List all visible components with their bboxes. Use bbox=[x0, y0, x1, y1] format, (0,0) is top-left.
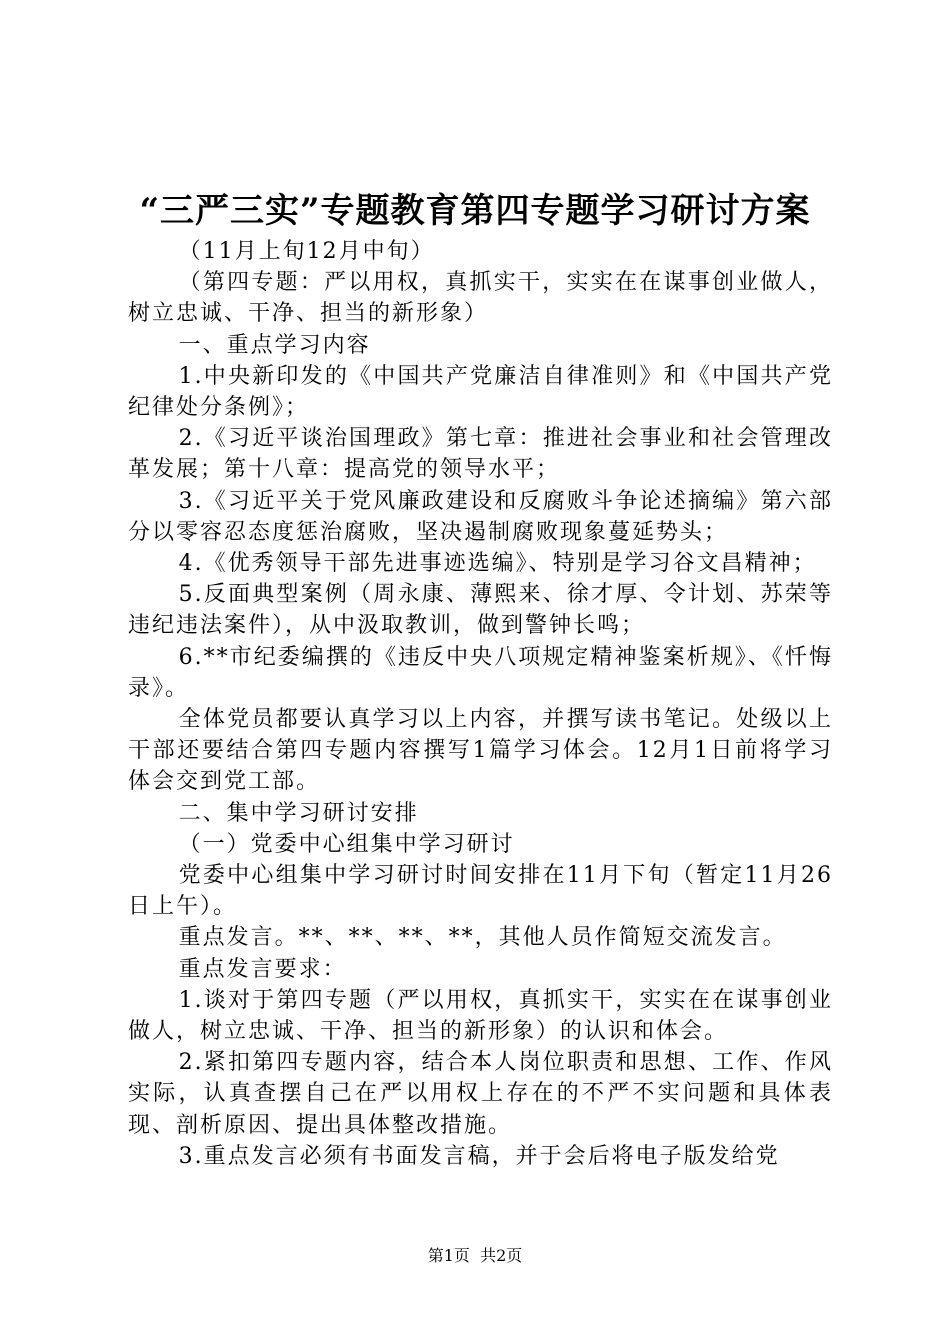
requirement-item-2: 2.紧扣第四专题内容，结合本人岗位职责和思想、工作、作风实际，认真查摆自己在严以用权上存在的不严不实问题和具体表现、剖析原因、提出具体整改措施。 bbox=[128, 1050, 833, 1138]
paragraph-topic: （第四专题：严以用权，真抓实干，实实在在谋事创业做人，树立忠诚、干净、担当的新形象） bbox=[128, 270, 833, 327]
list-item-5: 5.反面典型案例（周永康、薄熙来、徐才厚、令计划、苏荣等违纪违法案件），从中汲取教训，做到警钟长鸣； bbox=[128, 582, 833, 639]
list-item-6: 6.**市纪委编撰的《违反中央八项规定精神鉴案析规》、《忏悔录》。 bbox=[128, 644, 833, 701]
paragraph-study-requirement: 全体党员都要认真学习以上内容，并撰写读书笔记。处级以上干部还要结合第四专题内容撰写1篇学习体会。12月1日前将学习体会交到党工部。 bbox=[128, 707, 833, 795]
page-number: 第1页 共2页 bbox=[427, 1246, 523, 1265]
paragraph-time-range: （11月上旬12月中旬） bbox=[178, 239, 435, 264]
list-item-2: 2.《习近平谈治国理政》第七章：推进社会事业和社会管理改革发展；第十八章：提高党的领导水平； bbox=[128, 426, 833, 483]
subheading-central-group: （一）党委中心组集中学习研讨 bbox=[178, 831, 515, 857]
paragraph-key-speakers: 重点发言。**、**、**、**，其他人员作简短交流发言。 bbox=[178, 925, 787, 951]
requirement-item-1: 1.谈对于第四专题（严以用权，真抓实干，实实在在谋事创业做人，树立忠诚、干净、担当的新形象）的认识和体会。 bbox=[128, 987, 833, 1045]
list-item-1: 1.中央新印发的《中国共产党廉洁自律准则》和《中国共产党纪律处分条例》； bbox=[128, 363, 833, 421]
heading-key-content: 一、重点学习内容 bbox=[178, 332, 371, 358]
heading-study-arrangement: 二、集中学习研讨安排 bbox=[178, 800, 419, 826]
document-body bbox=[128, 236, 833, 1172]
list-item-3: 3.《习近平关于党风廉政建设和反腐败斗争论述摘编》第六部分以零容忍态度惩治腐败，坚决遏制腐败现象蔓延势头； bbox=[128, 488, 833, 545]
list-item-4: 4.《优秀领导干部先进事迹选编》、特别是学习谷文昌精神； bbox=[178, 551, 817, 577]
paragraph-speech-requirements: 重点发言要求： bbox=[178, 956, 347, 982]
document-title: “三严三实”专题教育第四专题学习研讨方案 bbox=[139, 191, 811, 231]
requirement-item-3: 3.重点发言必须有书面发言稿，并于会后将电子版发给党 bbox=[178, 1143, 780, 1169]
paragraph-schedule: 党委中心组集中学习研讨时间安排在11月下旬（暂定11月26日上午）。 bbox=[128, 863, 833, 920]
